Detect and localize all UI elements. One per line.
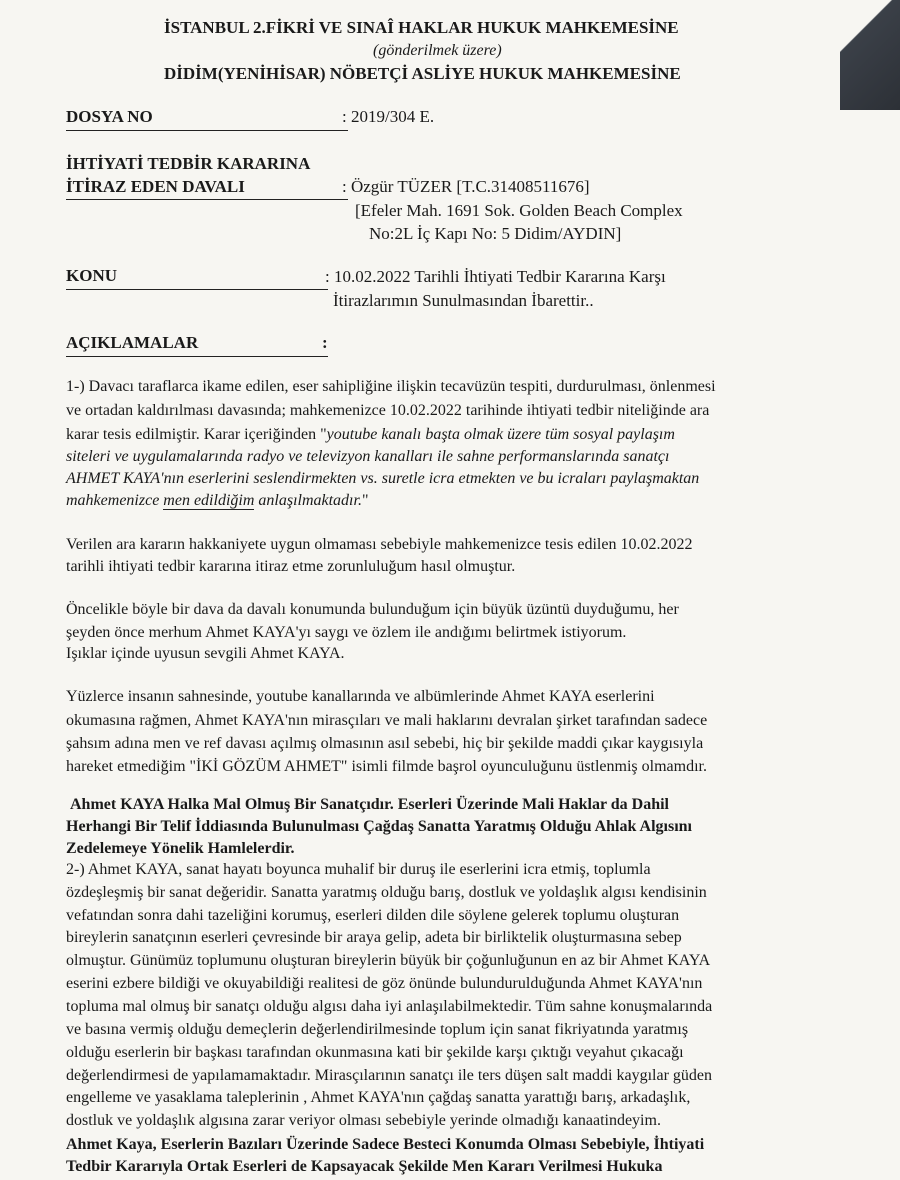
section-heading-2: Tedbir Kararıyla Ortak Eserleri de Kapsayacak Şekilde Men Kararı Verilmesi Hukuka: [66, 1158, 663, 1175]
p5-line: engelleme ve yasaklama taleplerinin , Ahmet KAYA'nın çağdaş sanatta yarattığı barış, arkadaşlık,: [66, 1089, 691, 1106]
itiraz-label-1: İHTİYATİ TEDBİR KARARINA: [66, 154, 311, 173]
p5-line: değerlendirmesi de yapılamamaktadır. Mirasçılarının sanatçı ile ters düşen salt maddi kaygılar güden: [66, 1067, 713, 1084]
p1-quote-mark: ": [361, 492, 369, 509]
aciklamalar-label: AÇIKLAMALAR: [66, 333, 199, 352]
section-heading-2: Ahmet Kaya, Eserlerin Bazıları Üzerinde Sadece Besteci Konumda Olması Sebebiyle, İhtiyati: [66, 1136, 705, 1153]
p5-line: topluma mal olmuş bir sanatçı olduğu algısı daha iyi anlaşılabilmektedir. Tüm sahne konuşmalarında: [66, 998, 713, 1015]
court-name-1: İSTANBUL 2.FİKRİ VE SINAÎ HAKLAR HUKUK MAHKEMESİNE: [164, 18, 679, 37]
p5-line: 2-) Ahmet KAYA, sanat hayatı boyunca muhalif bir duruş ile eserlerini icra etmiş, toplumla: [66, 861, 651, 878]
itiraz-underline: [66, 199, 348, 200]
section-heading-1: Zedelemeye Yönelik Hamlelerdir.: [66, 840, 295, 857]
p4-line: okumasına rağmen, Ahmet KAYA'nın mirasçıları ve mali haklarını devralan şirket tarafından sadece: [66, 712, 708, 729]
dosya-label: DOSYA NO: [66, 107, 153, 126]
p1-underlined-phrase: men edildiğim: [163, 492, 255, 509]
itiraz-value-2: [Efeler Mah. 1691 Sok. Golden Beach Complex: [355, 201, 683, 220]
p4-line: Yüzlerce insanın sahnesinde, youtube kanallarında ve albümlerinde Ahmet KAYA eserlerini: [66, 688, 655, 705]
p2-line: Verilen ara kararın hakkaniyete uygun olmaması sebebiyle mahkemenizce tesis edilen 10.02.2022: [66, 536, 693, 553]
p5-line: eserini ezbere bildiği ve okuyabildiği realitesi de göz önünde bulundurulduğunda Ahmet KAYA'nın: [66, 975, 703, 992]
p1-line: [66, 426, 675, 444]
p4-line: şahsım adına men ve ref davası açılmış olmasının asıl sebebi, hiç bir şekilde maddi çıkar kaygısıyla: [66, 735, 704, 752]
itiraz-label-2: İTİRAZ EDEN DAVALI: [66, 177, 245, 196]
p2-line: tarihli ihtiyati tedbir kararına itiraz etme zorunluluğum hasıl olmuştur.: [66, 558, 516, 575]
itiraz-value-3: No:2L İç Kapı No: 5 Didim/AYDIN]: [369, 224, 622, 243]
konu-value-1: : 10.02.2022 Tarihli İhtiyati Tedbir Kararına Karşı: [325, 267, 666, 286]
p5-line: olduğu eserlerin bir başkası tarafından okunmasına kati bir şekilde karşı çıktığı veyahut çıkacağı: [66, 1044, 684, 1061]
p5-line: dostluk ve yoldaşlık algısına zarar veriyor olması sebebiyle yerinde olmadığı kanaatindeyim.: [66, 1112, 661, 1129]
p1-quote-line: AHMET KAYA'nın eserlerini seslendirmekten vs. suretle icra etmekten ve bu icraları paylaşmaktan: [66, 470, 700, 487]
court-note: (gönderilmek üzere): [373, 42, 502, 59]
itiraz-value-1: : Özgür TÜZER [T.C.31408511676]: [342, 177, 590, 196]
konu-underline: [66, 289, 328, 290]
section-heading-1: Herhangi Bir Telif İddiasında Bulunulması Çağdaş Sanatta Yaratmış Olduğu Ahlak Algısını: [66, 818, 692, 835]
dosya-value: : 2019/304 E.: [342, 107, 435, 126]
p1-quote: youtube kanalı başta olmak üzere tüm sosyal paylaşım: [326, 426, 675, 443]
p1-quote: mahkemenizce: [66, 492, 164, 509]
p5-line: ve basına vermiş olduğu demeçlerin değerlendirilmesinde toplum için sanat fikriyatında yaratmış: [66, 1021, 689, 1038]
p3-line: Işıklar içinde uyusun sevgili Ahmet KAYA.: [66, 645, 345, 662]
aciklamalar-underline: [66, 356, 328, 357]
aciklamalar-colon: :: [322, 333, 328, 352]
court-name-2: DİDİM(YENİHİSAR) NÖBETÇİ ASLİYE HUKUK MAHKEMESİNE: [164, 64, 681, 83]
p1-line: [66, 492, 368, 510]
p5-line: bireylerin sanatçının eserleri çevresinde bir araya gelip, adeta bir birliktelik oluşturmasına sebep: [66, 929, 682, 946]
dosya-underline: [66, 130, 348, 131]
p1-line: 1-) Davacı taraflarca ikame edilen, eser sahipliğine ilişkin tecavüzün tespiti, durdurulması, önlenmesi: [66, 378, 716, 395]
section-heading-1: Ahmet KAYA Halka Mal Olmuş Bir Sanatçıdır. Eserleri Üzerinde Mali Haklar da Dahil: [70, 796, 669, 813]
page-corner-shadow: [840, 0, 900, 110]
p1-quote-line: siteleri ve uygulamalarında radyo ve televizyon kanalları ile sahne performanslarında sanatçı: [66, 448, 670, 465]
p3-line: şeyden önce merhum Ahmet KAYA'yı saygı ve özlem ile andığımı belirtmek istiyorum.: [66, 624, 627, 641]
p1-text: karar tesis edilmiştir. Karar içeriğinden ": [66, 426, 327, 443]
p1-quote: anlaşılmaktadır.: [254, 492, 362, 509]
p5-line: vefatından sonra dahi tazeliğini korumuş, eserleri dilden dile söylene gelerek toplumu oluşturan: [66, 907, 680, 924]
konu-value-2: İtirazlarımın Sunulmasından İbarettir..: [333, 291, 594, 310]
p3-line: Öncelikle böyle bir dava da davalı konumunda bulunduğum için büyük üzüntü duyduğumu, her: [66, 601, 679, 618]
p5-line: özdeşleşmiş bir sanat değeridir. Sanatta yaratmış olduğu barış, dostluk ve yoldaşlık algısı kendisinin: [66, 884, 707, 901]
p5-line: olmuştur. Günümüz toplumunu oluşturan bireylerin büyük bir çoğunluğunun en az bir Ahmet KAYA: [66, 952, 711, 969]
p1-line: ve ortadan kaldırılması davasında; mahkemenizce 10.02.2022 tarihinde ihtiyati tedbir niteliğinde ara: [66, 402, 710, 419]
konu-label: KONU: [66, 266, 117, 285]
p4-line: hareket etmediğim "İKİ GÖZÜM AHMET" isimli filmde başrol oyunculuğunu üstlenmiş olmamdır.: [66, 758, 707, 775]
